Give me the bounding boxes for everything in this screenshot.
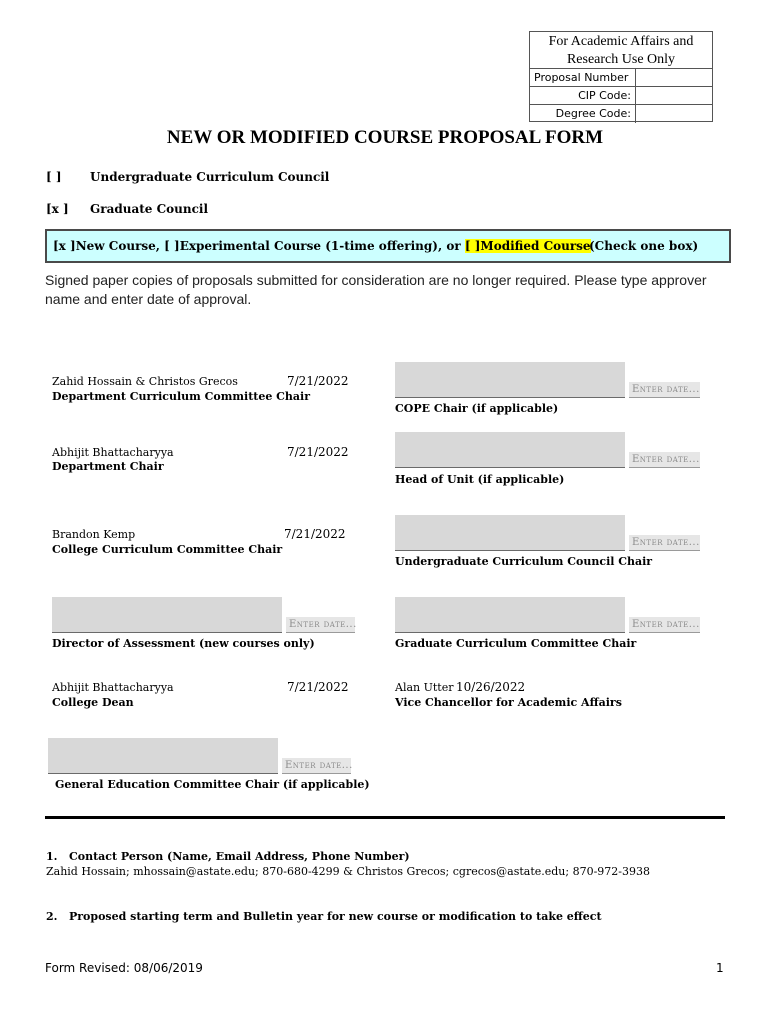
signature-notice: Signed paper copies of proposals submitted for consideration are no longer required. Please type approver name and enter date of approval. [45, 272, 707, 307]
degree-code-field[interactable] [636, 105, 712, 123]
experimental-course-label: Experimental Course (1-time offering), [179, 239, 443, 253]
graduate-checkbox[interactable]: [x ] [46, 202, 69, 216]
college-dean-role: College Dean [52, 696, 134, 709]
dept-chair-role: Department Chair [52, 460, 164, 473]
form-title: NEW OR MODIFIED COURSE PROPOSAL FORM [166, 127, 604, 148]
modified-course-option [465, 239, 591, 253]
ucc-chair-signature-field[interactable] [395, 515, 625, 551]
vc-academic-date[interactable]: 10/26/2022 [456, 680, 526, 694]
ucc-chair-role: Undergraduate Curriculum Council Chair [395, 555, 653, 568]
college-cc-chair-role: College Curriculum Committee Chair [52, 543, 283, 556]
question-2-text: Proposed starting term and Bulletin year for new course or modification to take effect [68, 910, 602, 923]
page-number: 1 [716, 961, 724, 975]
section-divider [45, 816, 725, 819]
vc-academic-role: Vice Chancellor for Academic Affairs [395, 696, 622, 709]
council-graduate [46, 202, 208, 216]
ucc-chair-date-field[interactable]: Enter date... [629, 535, 700, 551]
modified-course-label: Modified Course [480, 239, 591, 253]
dept-cc-chair-name[interactable]: Zahid Hossain & Christos Grecos [52, 375, 238, 388]
graduate-label: Graduate Council [90, 202, 209, 216]
form-revised-footer: Form Revised: 08/06/2019 [45, 961, 203, 975]
college-dean-name[interactable]: Abhijit Bhattacharyya [52, 681, 174, 694]
undergraduate-checkbox[interactable]: [ ] [46, 170, 62, 184]
question-2-title [46, 910, 602, 923]
question-1-text: Contact Person (Name, Email Address, Phone Number) [68, 850, 410, 863]
new-course-checkbox[interactable]: [x ] [53, 239, 76, 253]
director-assessment-signature-field[interactable] [52, 597, 282, 633]
office-use-box [529, 31, 713, 122]
college-cc-chair-name[interactable]: Brandon Kemp [52, 528, 136, 541]
new-course-label: New Course, [75, 239, 160, 253]
director-assessment-date-field[interactable]: Enter date... [286, 617, 355, 633]
modified-course-checkbox[interactable]: [ ] [464, 239, 481, 253]
gcc-chair-signature-field[interactable] [395, 597, 625, 633]
gen-ed-chair-signature-field[interactable] [48, 738, 278, 774]
dept-cc-chair-date[interactable]: 7/21/2022 [287, 374, 349, 388]
college-dean-date[interactable]: 7/21/2022 [287, 680, 349, 694]
gen-ed-chair-date-field[interactable]: Enter date... [282, 758, 351, 774]
cip-code-label: CIP Code: [530, 87, 636, 104]
cip-code-field[interactable] [636, 87, 712, 104]
check-one-note: (Check one box) [589, 239, 699, 253]
dept-cc-chair-role: Department Curriculum Committee Chair [52, 390, 311, 403]
proposal-number-row [530, 69, 712, 87]
question-1-title [46, 850, 410, 863]
head-of-unit-role: Head of Unit (if applicable) [395, 473, 565, 486]
cope-chair-role: COPE Chair (if applicable) [395, 402, 559, 415]
dept-chair-date[interactable]: 7/21/2022 [287, 445, 349, 459]
degree-code-row [530, 105, 712, 123]
dept-chair-name[interactable]: Abhijit Bhattacharyya [52, 446, 174, 459]
head-of-unit-date-field[interactable]: Enter date... [629, 452, 700, 468]
experimental-course-checkbox[interactable]: [ ] [164, 239, 180, 253]
proposal-number-field[interactable] [636, 69, 712, 86]
gcc-chair-date-field[interactable]: Enter date... [629, 617, 700, 633]
office-use-title: For Academic Affairs and Research Use Only [530, 32, 712, 69]
degree-code-label: Degree Code: [530, 105, 636, 123]
question-1-answer[interactable]: Zahid Hossain; mhossain@astate.edu; 870-680-4299 & Christos Grecos; cgrecos@astate.edu; 870-972-3938 [46, 865, 651, 878]
council-undergraduate [46, 170, 329, 184]
director-assessment-role: Director of Assessment (new courses only) [52, 637, 315, 650]
question-1-number: 1. [46, 850, 58, 863]
undergraduate-label: Undergraduate Curriculum Council [90, 170, 330, 184]
course-type-box [45, 229, 731, 263]
cip-code-row [530, 87, 712, 105]
vc-academic-name[interactable]: Alan Utter [395, 681, 454, 694]
gcc-chair-role: Graduate Curriculum Committee Chair [395, 637, 637, 650]
proposal-number-label: Proposal Number [530, 69, 636, 86]
question-2-number: 2. [46, 910, 58, 923]
gen-ed-chair-role: General Education Committee Chair (if applicable) [55, 778, 370, 791]
cope-chair-signature-field[interactable] [395, 362, 625, 398]
college-cc-chair-date[interactable]: 7/21/2022 [284, 527, 346, 541]
cope-chair-date-field[interactable]: Enter date... [629, 382, 700, 398]
head-of-unit-signature-field[interactable] [395, 432, 625, 468]
or-text: or [446, 239, 461, 253]
